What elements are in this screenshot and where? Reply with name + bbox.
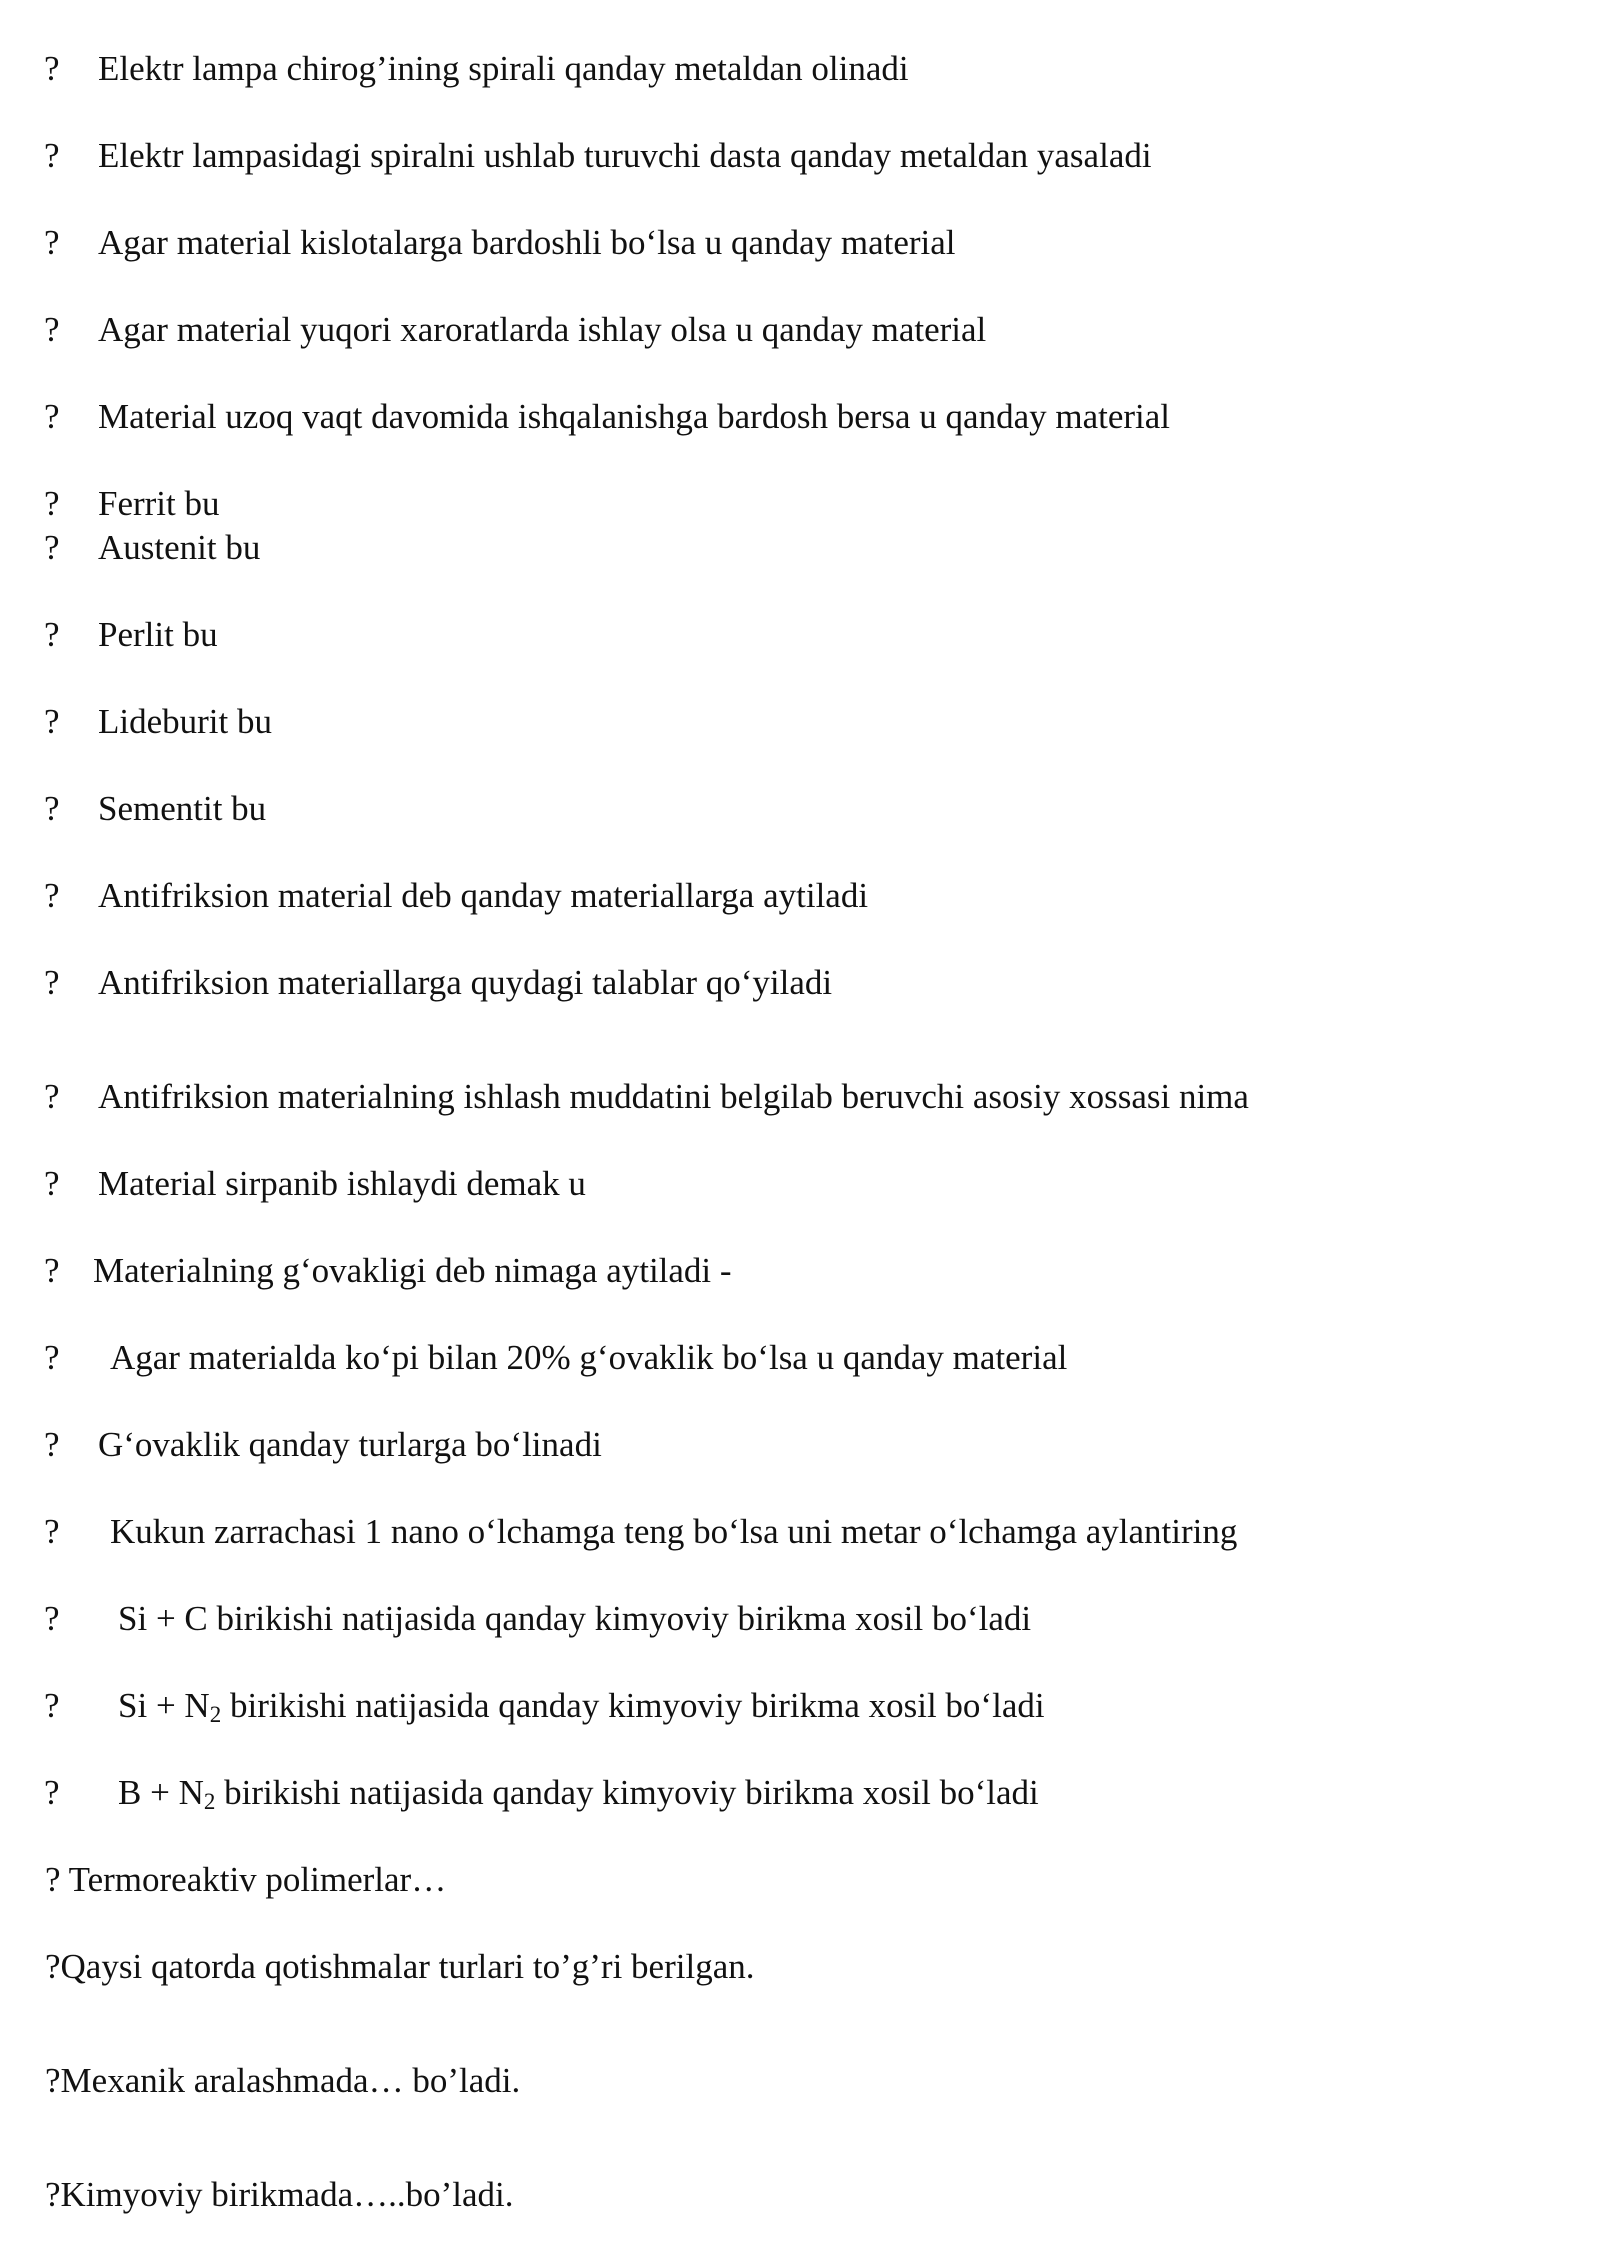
question-mark: ? — [44, 223, 60, 262]
question-text: Agar material yuqori xaroratlarda ishlay olsa u qanday material — [98, 310, 987, 349]
question-text: ?Kimyoviy birikmada…..bo’ladi. — [45, 2175, 514, 2214]
question-rest-text: birikishi natijasida qanday kimyoviy birikma xosil bo‘ladi — [221, 1686, 1045, 1725]
question-mark: ? — [44, 1425, 60, 1464]
question-text: Ferrit bu — [98, 484, 220, 523]
question-mark: ? — [44, 136, 60, 175]
question-text: Perlit bu — [98, 615, 218, 654]
question-mark: ? — [44, 1338, 60, 1377]
question-mark: ? — [44, 1164, 60, 1203]
question-text: Si + C birikishi natijasida qanday kimyoviy birikma xosil bo‘ladi — [118, 1599, 1032, 1638]
question-mark: ? — [44, 702, 60, 741]
question-mark: ? — [44, 963, 60, 1002]
question-text: ?Mexanik aralashmada… bo’ladi. — [45, 2061, 521, 2100]
formula-text: B + N — [118, 1773, 204, 1812]
question-mark: ? — [44, 1599, 60, 1638]
question-mark: ? — [44, 615, 60, 654]
question-mark: ? — [44, 528, 60, 567]
question-text: Elektr lampasidagi spiralni ushlab turuvchi dasta qanday metaldan yasaladi — [98, 136, 1152, 175]
question-mark: ? — [44, 310, 60, 349]
question-text: Agar material kislotalarga bardoshli bo‘lsa u qanday material — [98, 223, 956, 262]
question-text — [118, 1681, 1045, 1731]
question-mark: ? — [44, 49, 60, 88]
formula-text: Si + N — [118, 1686, 210, 1725]
question-mark: ? — [44, 789, 60, 828]
question-mark: ? — [44, 397, 60, 436]
question-text: Elektr lampa chirog’ining spirali qanday metaldan olinadi — [98, 49, 909, 88]
subscript: 2 — [203, 1789, 216, 1814]
question-mark: ? — [44, 1512, 60, 1551]
question-text: G‘ovaklik qanday turlarga bo‘linadi — [98, 1425, 602, 1464]
subscript: 2 — [209, 1702, 222, 1727]
question-text: Antifriksion material deb qanday materiallarga aytiladi — [98, 876, 869, 915]
question-text: Antifriksion materiallarga quydagi talablar qo‘yiladi — [98, 963, 833, 1002]
question-text: Antifriksion materialning ishlash muddatini belgilab beruvchi asosiy xossasi nima — [98, 1077, 1249, 1116]
question-text: ? Termoreaktiv polimerlar… — [45, 1860, 447, 1899]
question-rest-text: birikishi natijasida qanday kimyoviy birikma xosil bo‘ladi — [215, 1773, 1039, 1812]
question-text: Materialning g‘ovakligi deb nimaga aytiladi - — [93, 1251, 732, 1290]
question-text: Lideburit bu — [98, 702, 272, 741]
question-mark: ? — [44, 1077, 60, 1116]
question-mark: ? — [44, 484, 60, 523]
question-text: Agar materialda ko‘pi bilan 20% g‘ovaklik bo‘lsa u qanday material — [110, 1338, 1068, 1377]
question-text: Sementit bu — [98, 789, 267, 828]
question-mark: ? — [44, 1251, 60, 1290]
question-mark: ? — [44, 1686, 60, 1725]
question-text: Material uzoq vaqt davomida ishqalanishga bardosh bersa u qanday material — [98, 397, 1171, 436]
question-text: ?Qaysi qatorda qotishmalar turlari to’g’ri berilgan. — [45, 1947, 755, 1986]
question-text: Kukun zarrachasi 1 nano o‘lchamga teng bo‘lsa uni metar o‘lchamga aylantiring — [110, 1512, 1238, 1551]
question-text: Material sirpanib ishlaydi demak u — [98, 1164, 586, 1203]
question-mark: ? — [44, 876, 60, 915]
question-text — [118, 1768, 1039, 1818]
question-text: Austenit bu — [98, 528, 261, 567]
question-mark: ? — [44, 1773, 60, 1812]
